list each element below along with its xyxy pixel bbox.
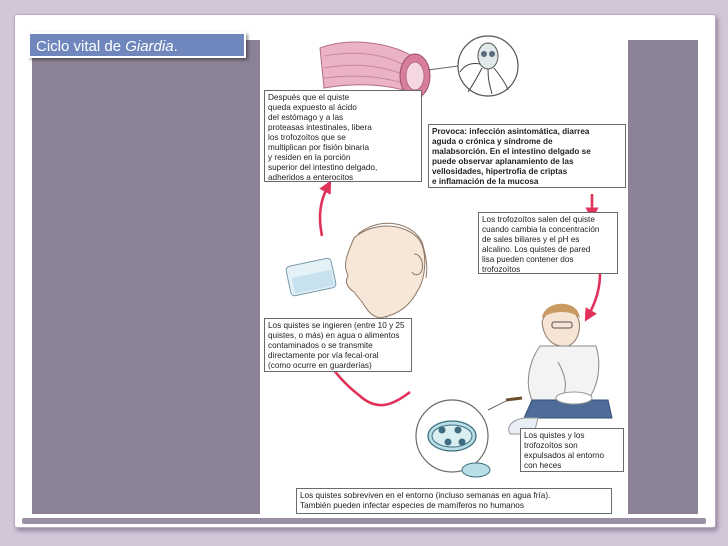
title-suffix: . [173, 38, 178, 55]
trophozoite-magnified-illustration [428, 36, 518, 96]
text-box-ingestion: Los quistes se ingieren (entre 10 y 25 quistes, o más) en agua o alimentos contaminados o se transmite directamente por vía fecal-oral (como ocurre en guarderías) [264, 318, 412, 372]
text-box-environment: Los quistes sobreviven en el entorno (incluso semanas en agua fría). También pueden infectar especies de mamíferos no humanos [296, 488, 612, 514]
bottom-rule [22, 518, 706, 524]
arrow-to-expulsion [588, 274, 600, 316]
cysts-illustration [416, 398, 512, 477]
slide-title [28, 32, 246, 58]
man-sitting-illustration [506, 304, 612, 434]
right-gray-panel [628, 40, 698, 514]
title-emphasis: Giardia [125, 38, 174, 55]
text-box-symptoms: Provoca: infección asintomática, diarrea aguda o crónica y síndrome de malabsorción. En el intestino delgado se puede observar aplanamiento de las vellosidades, hipertrofia de criptas e inflamación de la mucosa [428, 124, 626, 188]
text-box-expulsion: Los quistes y los trofozoítos son expulsados al entorno con heces [520, 428, 624, 472]
giardia-life-cycle-figure [262, 26, 628, 518]
arrow-to-stomach [320, 186, 328, 236]
title-prefix: Ciclo vital de [36, 38, 126, 55]
text-box-stomach-release: Después que el quiste queda expuesto al ácido del estómago y a las proteasas intestinales, libera los trofozoítos que se multiplican por fisión binaria y residen en la porción superior del intestino delgado, adheridos a enterocitos [264, 90, 422, 182]
left-gray-panel [32, 40, 260, 514]
text-box-trophozoite-exit: Los trofozoítos salen del quiste cuando cambia la concentración de sales biliares y el pH es alcalino. Los quistes de pared lisa pueden contener dos trofozoítos [478, 212, 618, 274]
